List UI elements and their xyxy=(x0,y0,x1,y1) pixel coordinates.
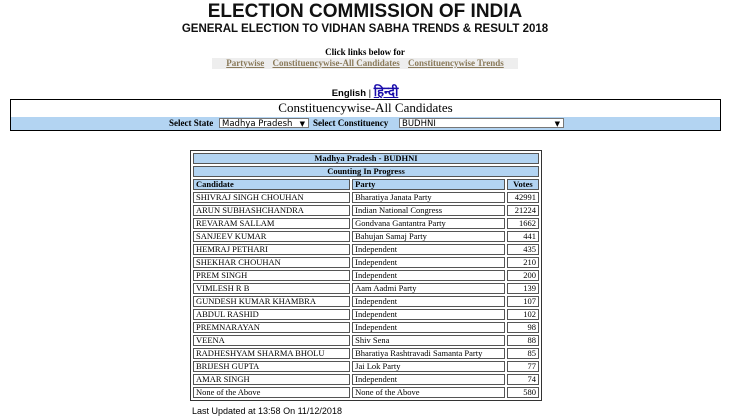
candidate-cell: BRIJESH GUPTA xyxy=(193,361,350,372)
votes-cell: 21224 xyxy=(507,205,539,216)
votes-cell: 435 xyxy=(507,244,539,255)
candidate-cell: PREMNARAYAN xyxy=(193,322,350,333)
party-cell: Jai Lok Party xyxy=(352,361,505,372)
candidate-cell: GUNDESH KUMAR KHAMBRA xyxy=(193,296,350,307)
candidate-cell: ABDUL RASHID xyxy=(193,309,350,320)
party-cell: Independent xyxy=(352,322,505,333)
party-cell: Independent xyxy=(352,296,505,307)
votes-cell: 102 xyxy=(507,309,539,320)
links-intro: Click links below for xyxy=(325,47,405,57)
counting-status: Counting In Progress xyxy=(193,166,539,177)
party-cell: Aam Aadmi Party xyxy=(352,283,505,294)
votes-cell: 88 xyxy=(507,335,539,346)
link-partywise[interactable]: Partywise xyxy=(226,58,265,68)
chevron-down-icon: ▼ xyxy=(554,120,560,128)
language-separator: | xyxy=(368,88,372,99)
selector-row xyxy=(11,117,720,130)
table-row xyxy=(193,348,539,359)
constituency-label: Select Constituency xyxy=(313,118,389,128)
candidate-cell: None of the Above xyxy=(193,387,350,398)
table-row xyxy=(193,361,539,372)
table-row xyxy=(193,322,539,333)
table-row xyxy=(193,374,539,385)
votes-cell: 210 xyxy=(507,257,539,268)
language-hindi-link[interactable]: हिन्दी xyxy=(373,84,399,99)
column-header-party: Party xyxy=(352,179,505,190)
votes-cell: 200 xyxy=(507,270,539,281)
party-cell: Independent xyxy=(352,244,505,255)
column-header-votes: Votes xyxy=(507,179,539,190)
party-cell: None of the Above xyxy=(352,387,505,398)
state-label: Select State xyxy=(169,118,214,128)
votes-cell: 107 xyxy=(507,296,539,307)
table-row xyxy=(193,218,539,229)
selector-title: Constituencywise-All Candidates xyxy=(278,100,453,115)
selector-panel xyxy=(10,99,721,131)
state-select-value: Madhya Pradesh xyxy=(222,119,293,129)
candidate-cell: PREM SINGH xyxy=(193,270,350,281)
link-constituencywise-trends[interactable]: Constituencywise Trends xyxy=(408,58,504,68)
table-row xyxy=(193,244,539,255)
party-cell: Bharatiya Janata Party xyxy=(352,192,505,203)
candidate-cell: VIMLESH R B xyxy=(193,283,350,294)
results-table xyxy=(191,151,541,400)
nav-links xyxy=(212,58,518,69)
results-heading: Madhya Pradesh - BUDHNI xyxy=(193,153,539,164)
votes-cell: 98 xyxy=(507,322,539,333)
party-cell: Shiv Sena xyxy=(352,335,505,346)
page-subtitle: GENERAL ELECTION TO VIDHAN SABHA TRENDS & RESULT 2018 xyxy=(181,23,549,35)
candidate-cell: SHEKHAR CHOUHAN xyxy=(193,257,350,268)
results-table-container xyxy=(190,150,542,401)
table-row xyxy=(193,309,539,320)
page-title: ELECTION COMMISSION OF INDIA xyxy=(207,1,523,22)
votes-cell: 580 xyxy=(507,387,539,398)
votes-cell: 77 xyxy=(507,361,539,372)
table-row xyxy=(193,270,539,281)
language-english: English xyxy=(331,88,366,99)
table-row xyxy=(193,192,539,203)
votes-cell: 74 xyxy=(507,374,539,385)
table-row xyxy=(193,231,539,242)
party-cell: Independent xyxy=(352,270,505,281)
party-cell: Independent xyxy=(352,309,505,320)
constituency-select[interactable] xyxy=(399,118,564,128)
constituency-select-value: BUDHNI xyxy=(402,119,436,129)
candidate-cell: AMAR SINGH xyxy=(193,374,350,385)
language-switcher xyxy=(0,82,730,100)
candidate-cell: SHIVRAJ SINGH CHOUHAN xyxy=(193,192,350,203)
table-row xyxy=(193,205,539,216)
table-row xyxy=(193,296,539,307)
party-cell: Bharatiya Rashtravadi Samanta Party xyxy=(352,348,505,359)
link-constituencywise-all-candidates[interactable]: Constituencywise-All Candidates xyxy=(272,58,400,68)
candidate-cell: HEMRAJ PETHARI xyxy=(193,244,350,255)
candidate-cell: SANJEEV KUMAR xyxy=(193,231,350,242)
party-cell: Independent xyxy=(352,374,505,385)
party-cell: Indian National Congress xyxy=(352,205,505,216)
votes-cell: 42991 xyxy=(507,192,539,203)
candidate-cell: ARUN SUBHASHCHANDRA xyxy=(193,205,350,216)
party-cell: Bahujan Samaj Party xyxy=(352,231,505,242)
votes-cell: 139 xyxy=(507,283,539,294)
table-row xyxy=(193,335,539,346)
candidate-cell: REVARAM SALLAM xyxy=(193,218,350,229)
candidate-cell: RADHESHYAM SHARMA BHOLU xyxy=(193,348,350,359)
state-select[interactable] xyxy=(219,118,309,128)
chevron-down-icon: ▼ xyxy=(299,120,305,128)
party-cell: Gondvana Gantantra Party xyxy=(352,218,505,229)
last-updated: Last Updated at 13:58 On 11/12/2018 xyxy=(192,406,342,416)
table-row xyxy=(193,387,539,398)
table-row xyxy=(193,257,539,268)
table-row xyxy=(193,283,539,294)
votes-cell: 85 xyxy=(507,348,539,359)
votes-cell: 1662 xyxy=(507,218,539,229)
votes-cell: 441 xyxy=(507,231,539,242)
candidate-cell: VEENA xyxy=(193,335,350,346)
party-cell: Independent xyxy=(352,257,505,268)
column-header-candidate: Candidate xyxy=(193,179,350,190)
